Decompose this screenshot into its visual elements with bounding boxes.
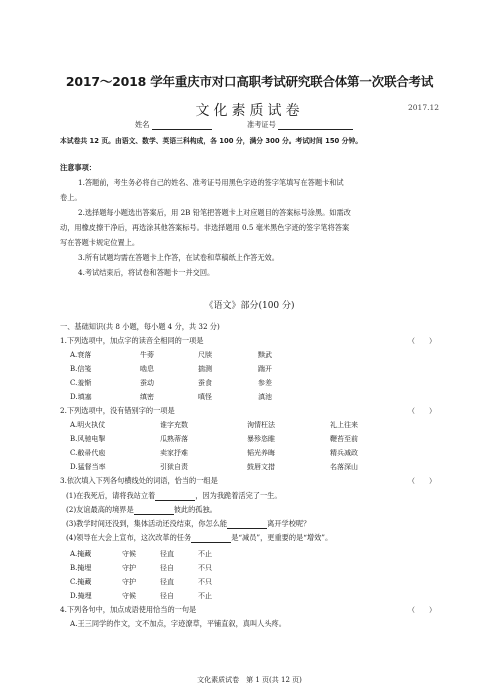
q1-option-c1: C.羞惭 [70,379,92,387]
notice-heading: 注意事项： [60,163,96,172]
q3-option-d1: D.掩埋 [70,592,92,600]
q3-s1-blank [155,491,195,501]
part1-heading: 一、基础知识(共 8 小题，每小题 4 分，共 32 分) [60,322,220,331]
q2-option-a3: 洵情枉法 [247,421,275,429]
q1-option-d3: 嗔怪 [198,393,212,401]
notice-item-4: 4.考试结束后，将试卷和答题卡一并交回。 [78,268,215,277]
q1-option-a3: 尺牍 [198,351,212,359]
q3-option-a1: A.掩藏 [70,550,92,558]
q3-s2-before: (2)友谊最高的境界是 [66,505,134,514]
q1-option-a2: 牛蒡 [140,351,154,359]
q1-option-c2: 蚕动 [140,379,154,387]
q1-option-c3: 蚕食 [198,379,212,387]
q2-option-c1: C.敝帚代庖 [70,449,106,457]
q2-option-d3: 鼓唇文措 [247,463,275,471]
q1-option-a1: A.衰落 [70,351,92,359]
q1-option-b3: 揣测 [198,365,212,373]
q3-s2-after: 彼此的孤独。 [173,505,217,514]
q3-option-d3: 径自 [160,592,174,600]
notice-item-2b: 动，用橡皮擦干净后，再选涂其他答案标号。非选择题用 0.5 毫米黑色字迹的签字笔将答案 [60,223,350,232]
q1-option-b2: 啮息 [140,365,154,373]
q3-sentence-1 [66,491,282,501]
q2-option-c4: 精兵减政 [330,449,358,457]
q3-s4-after: 是“减员”，更重要的是“增效”。 [231,533,333,542]
q2-option-d1: D.猛督当率 [70,463,106,471]
q3-sentence-4 [66,533,332,543]
q1-answer-paren: （ ） [408,337,436,345]
q1-stem: 1.下列选项中，加点字的读音全相同的一项是 [60,336,204,345]
q3-option-a2: 守候 [122,550,136,558]
id-blank [278,120,353,130]
q3-option-d2: 守候 [122,592,136,600]
q4-option-a: A.王三同学的作文，文不加点，字迹潦草，平铺直叙，真叫人头疼。 [70,619,286,628]
q3-sentence-3 [66,519,310,529]
q1-option-d4: 滇池 [258,393,272,401]
q1-option-d2: 缜密 [140,393,154,401]
q3-option-d4: 不止 [198,592,212,600]
q3-option-c1: C.掩藏 [70,578,92,586]
q3-option-b2: 守护 [122,564,136,572]
exam-title: 2017～2018 学年重庆市对口高职考试研究联合体第一次联合考试 [65,74,434,89]
q3-s1-before: (1)在我死后，请将我站立着 [66,491,156,500]
notice-item-2c: 写在答题卡规定位置上。 [60,238,140,247]
q2-option-b4: 鞭苔至前 [330,435,358,443]
q3-s2-blank [134,505,174,515]
q4-answer-paren: （ ） [408,606,436,614]
q3-option-c2: 守护 [122,578,136,586]
q2-option-a2: 谁字充数 [160,421,188,429]
notice-item-1b: 卷上。 [60,193,82,202]
name-blank [152,120,212,130]
q2-option-b2: 瓜熟蒂落 [160,435,188,443]
q3-s4-blank [191,533,231,543]
chinese-section-title: 《语文》部分(100 分) [204,301,295,311]
q3-option-c3: 径直 [160,578,174,586]
notice-item-1a: 1.答题前，考生务必将自己的姓名、准考证号用黑色字迹的签字笔填写在答题卡和试 [78,178,344,187]
id-field [247,120,353,130]
q1-option-d1: D.填塞 [70,393,92,401]
q1-option-c4: 参差 [258,379,272,387]
q1-option-b1: B.信笺 [70,365,92,373]
q2-option-d4: 名落深山 [330,463,358,471]
q2-option-c2: 卖家抒难 [160,449,188,457]
q2-option-a1: A.明火执仗 [70,421,106,429]
q3-s3-blank [227,519,267,529]
q2-option-d2: 引狱自责 [160,463,188,471]
exam-subtitle: 文化素质试卷 [195,103,304,119]
name-field [135,120,212,130]
name-label: 姓名 [135,120,150,129]
exam-date: 2017.12 [408,103,440,112]
q3-option-c4: 不只 [198,578,212,586]
q3-option-b1: B.掩埋 [70,564,92,572]
q3-option-a4: 不止 [198,550,212,558]
notice-item-2a: 2.选择题每小题选出答案后，用 2B 铅笔把答题卡上对应题目的答案标号涂黑。如需改 [78,208,351,217]
q1-option-b4: 踹开 [258,365,272,373]
q3-option-b3: 径自 [160,564,174,572]
q3-s1-after: ，因为我跪着活完了一生。 [195,491,282,500]
q3-option-a3: 径直 [160,550,174,558]
q2-option-c3: 韬光养晦 [247,449,275,457]
q2-stem: 2.下列选项中，没有错别字的一项是 [60,406,175,415]
q2-option-b3: 暴殄恣睢 [247,435,275,443]
q3-s4-before: (4)领导在大会上宣布，这次改革的任务 [66,533,192,542]
q2-answer-paren: （ ） [408,407,436,415]
q3-s3-before: (3)教学时间还没到，集体活动还没结束，你怎么能 [66,519,228,528]
page-footer: 文化素质试卷 第 1 页(共 12 页) [197,676,302,684]
intro-line: 本试卷共 12 页。由语文、数学、英语三科构成，各 100 分，满分 300 分。考试时间 150 分钟。 [60,137,363,145]
id-label: 准考证号 [247,120,276,129]
q3-stem: 3.依次填入下列各句横线处的词语，恰当的一组是 [60,476,218,485]
q3-option-b4: 不只 [198,564,212,572]
q2-option-a4: 礼上往来 [330,421,358,429]
q3-answer-paren: （ ） [408,477,436,485]
notice-item-3: 3.所有试题均需在答题卡上作答，在试卷和草稿纸上作答无效。 [78,253,279,262]
q4-stem: 4.下列各句中，加点成语使用恰当的一句是 [60,605,197,614]
q2-option-b1: B.风驰电掣 [70,435,106,443]
q3-s3-after: 离开学校呢？ [267,519,311,528]
q1-option-a4: 黩武 [258,351,272,359]
q3-sentence-2 [66,505,217,515]
